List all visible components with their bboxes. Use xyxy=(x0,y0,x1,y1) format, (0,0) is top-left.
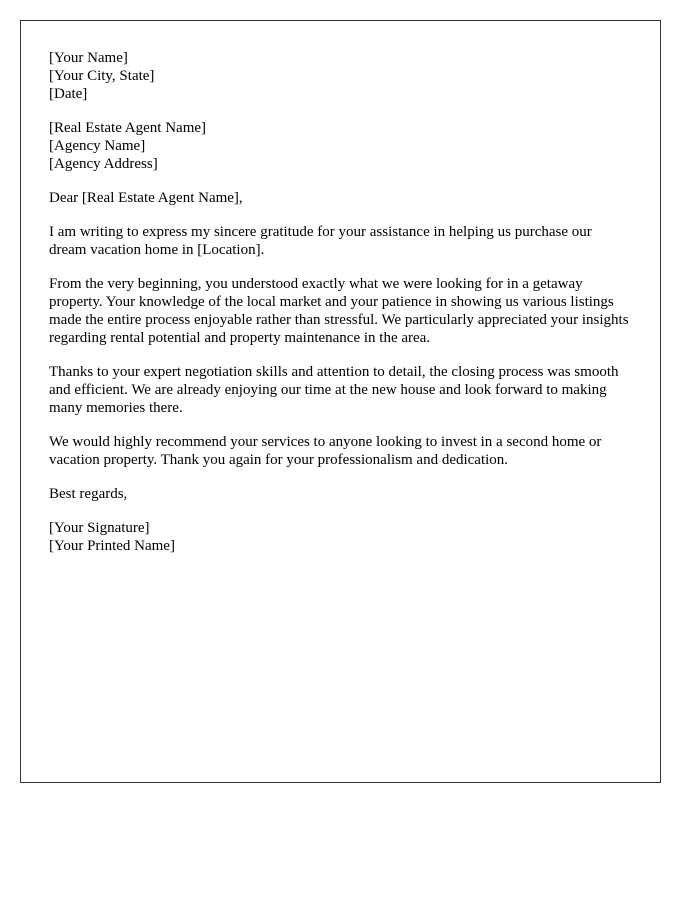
body-paragraph-1: I am writing to express my sincere gratitude for your assistance in helping us purchase our dream vacation home in [Location]. xyxy=(49,224,592,258)
printed-name: [Your Printed Name] xyxy=(49,538,175,554)
sender-name: [Your Name] xyxy=(49,50,128,66)
closing: Best regards, xyxy=(49,486,128,502)
salutation: Dear [Real Estate Agent Name], xyxy=(49,190,243,206)
agency-address: [Agency Address] xyxy=(49,156,158,172)
signature-block xyxy=(49,519,632,555)
body-paragraph-3: Thanks to your expert negotiation skills and attention to detail, the closing process was smooth and efficient. We are already enjoying our time at the new house and look forward to making many memories there. xyxy=(49,364,619,416)
letter-date: [Date] xyxy=(49,86,88,102)
agency-name: [Agency Name] xyxy=(49,138,146,154)
letter xyxy=(20,20,661,783)
body-paragraph-2: From the very beginning, you understood exactly what we were looking for in a getaway property. Your knowledge of the local market and your patience in showing us various listings made the entire process enjoyable rather than stressful. We particularly appreciated your insights regarding rental potential and property maintenance in the area. xyxy=(49,276,629,346)
recipient-block xyxy=(49,119,632,173)
sender-city-state: [Your City, State] xyxy=(49,68,155,84)
sender-block xyxy=(49,49,632,103)
signature: [Your Signature] xyxy=(49,520,150,536)
body-paragraph-4: We would highly recommend your services to anyone looking to invest in a second home or vacation property. Thank you again for your professionalism and dedication. xyxy=(49,434,602,468)
agent-name: [Real Estate Agent Name] xyxy=(49,120,207,136)
